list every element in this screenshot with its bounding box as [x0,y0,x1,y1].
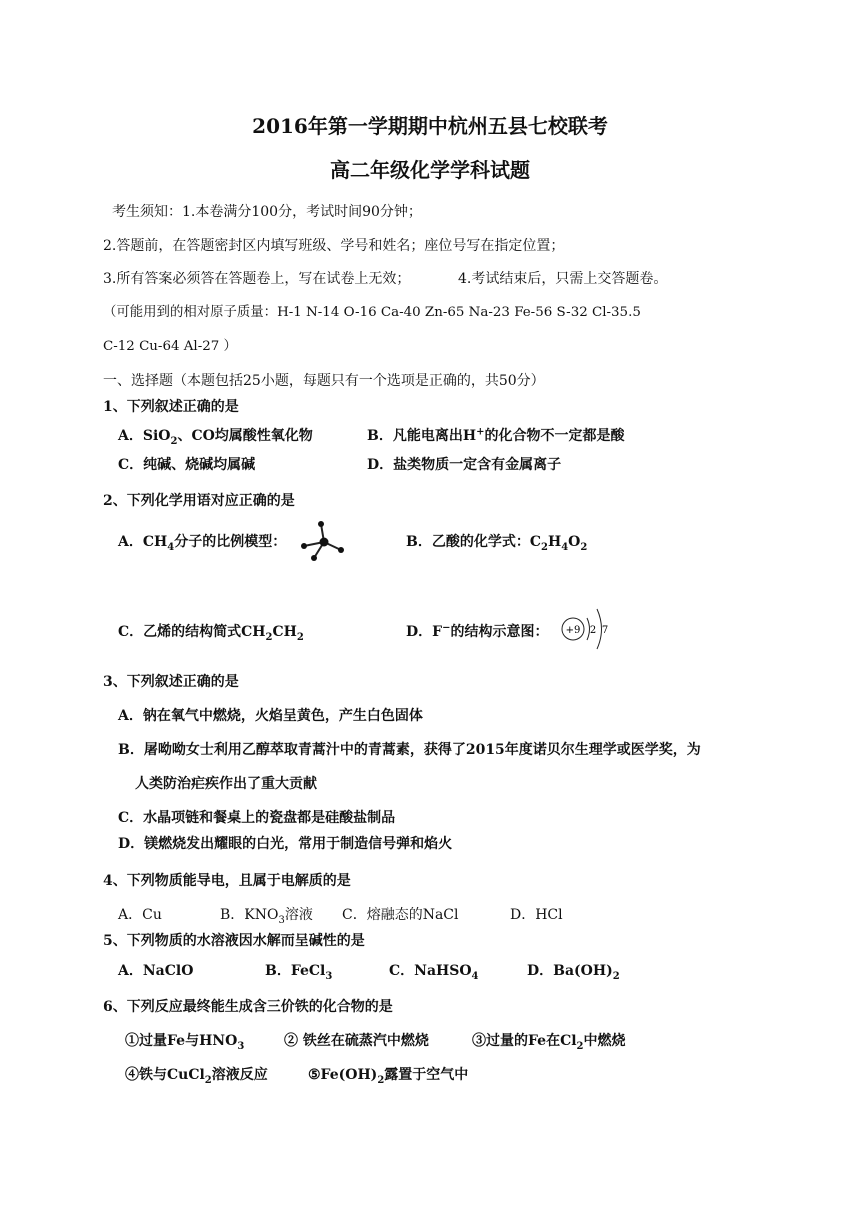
q6-item-5: $⑤Fe(OH)_2$露置于空气中 [308,1067,469,1086]
q6-item-3: ③过量的Fe在$Cl_2$中燃烧 [472,1033,626,1052]
q3-stem: 3、下列叙述正确的是 [103,674,239,690]
shell-2-electrons: 7 [601,625,609,636]
q5-option-a: A．NaClO [118,963,194,979]
nucleus-charge: +9 [565,625,581,636]
fluoride-ion-structure-diagram [556,604,612,654]
notice-line-3a: 3.所有答案必须答在答题卷上，写在试卷上无效； [103,271,411,287]
q3-option-a: A．钠在氧气中燃烧，火焰呈黄色，产生白色固体 [118,708,423,724]
q3-option-b-line-1: B．屠呦呦女士利用乙醇萃取青蒿汁中的青蒿素，获得了2015年度诺贝尔生理学或医学奖，为 [118,742,701,758]
q6-stem: 6、下列反应最终能生成含三价铁的化合物的是 [103,999,393,1015]
q3-option-c: C．水晶项链和餐桌上的瓷盘都是硅酸盐制品 [118,810,396,826]
q4-option-b: B．$KNO_3$溶液 [220,907,313,926]
q2-option-b: B．乙酸的化学式：$C_2H_4O_2$ [406,534,588,553]
q1-stem: 1、下列叙述正确的是 [103,399,239,415]
q4-option-c: C．熔融态的NaCl [342,907,459,923]
q5-stem: 5、下列物质的水溶液因水解而呈碱性的是 [103,933,365,949]
section-heading: 一、选择题（本题包括25小题，每题只有一个选项是正确的，共50分） [103,373,545,389]
q2-option-c: C．乙烯的结构简式$CH_2CH_2$ [118,624,304,643]
exam-title: 2016年第一学期期中杭州五县七校联考 [252,114,608,138]
q5-option-d: D．$Ba(OH)_2$ [527,963,620,982]
atomic-mass-line-2: C-12 Cu-64 Al-27 ） [103,339,237,354]
q3-option-d: D．镁燃烧发出耀眼的白光，常用于制造信号弹和焰火 [118,836,453,852]
q6-item-4: ④铁与CuCl$_2$溶液反应 [125,1067,268,1086]
q2-option-a: A．$CH_4$分子的比例模型： [118,534,287,553]
q1-option-b: B．凡能电离出H+的化合物不一定都是酸 [367,426,625,444]
atomic-mass-line-1: （可能用到的相对原子质量：H-1 N-14 O-16 Ca-40 Zn-65 Na-23 Fe-56 S-32 Cl-35.5 [103,305,641,320]
q6-item-1: ①过量Fe与$HNO_3$ [125,1033,245,1052]
q5-option-c: C．NaHSO$_4$ [389,963,479,982]
q2-stem: 2、下列化学用语对应正确的是 [103,493,295,509]
q1-option-c: C．纯碱、烧碱均属碱 [118,457,256,473]
exam-subtitle: 高二年级化学学科试题 [330,158,530,182]
q1-option-a: A．SiO$_2$、CO均属酸性氧化物 [118,428,313,447]
q5-option-b: B．FeCl$_3$ [265,963,333,982]
notice-line-3b: 4.考试结束后，只需上交答题卷。 [458,271,668,287]
shell-1-electrons: 2 [589,625,597,636]
q6-item-2: ② 铁丝在硫蒸汽中燃烧 [284,1033,429,1049]
notice-line-1: 考生须知：1.本卷满分100分，考试时间90分钟； [112,204,422,220]
q4-option-a: A．Cu [118,907,162,923]
ch4-ball-model-image [296,516,356,564]
q4-stem: 4、下列物质能导电，且属于电解质的是 [103,873,351,889]
q3-option-b-line-2: 人类防治疟疾作出了重大贡献 [135,776,317,792]
q4-option-d: D．HCl [510,907,563,923]
q1-option-d: D．盐类物质一定含有金属离子 [367,457,562,473]
notice-line-2: 2.答题前，在答题密封区内填写班级、学号和姓名；座位号写在指定位置； [103,238,565,254]
q2-option-d: D．F−的结构示意图： [406,622,549,640]
